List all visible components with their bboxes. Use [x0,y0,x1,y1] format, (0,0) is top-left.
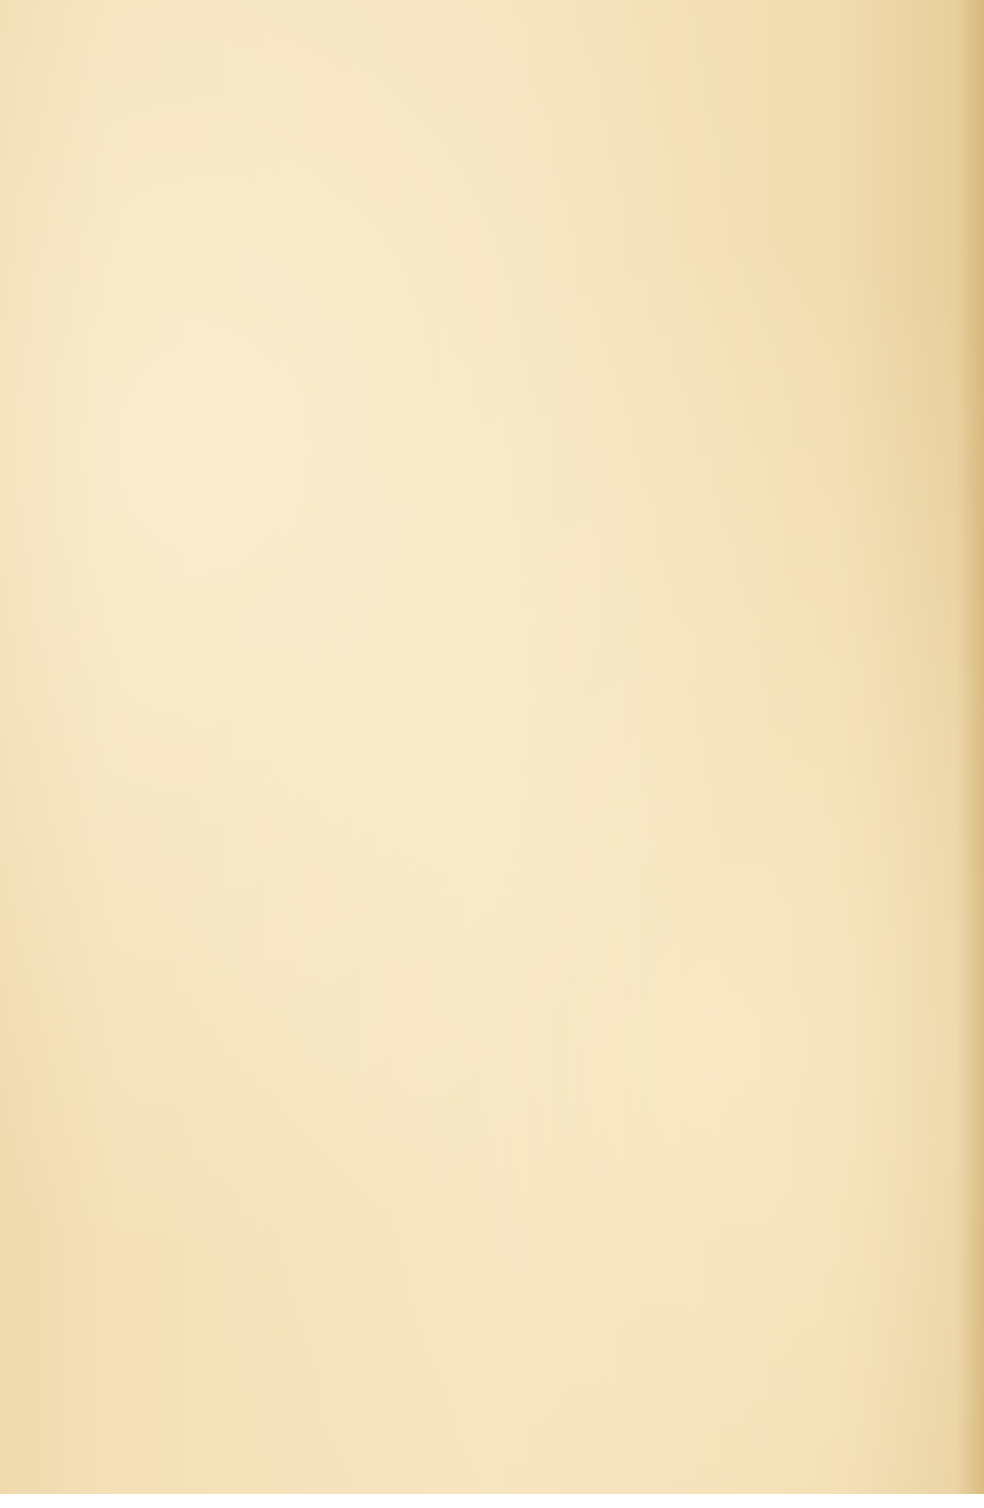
scan-footer [0,1494,984,1508]
section-heading [100,118,980,146]
document-body [100,98,980,162]
